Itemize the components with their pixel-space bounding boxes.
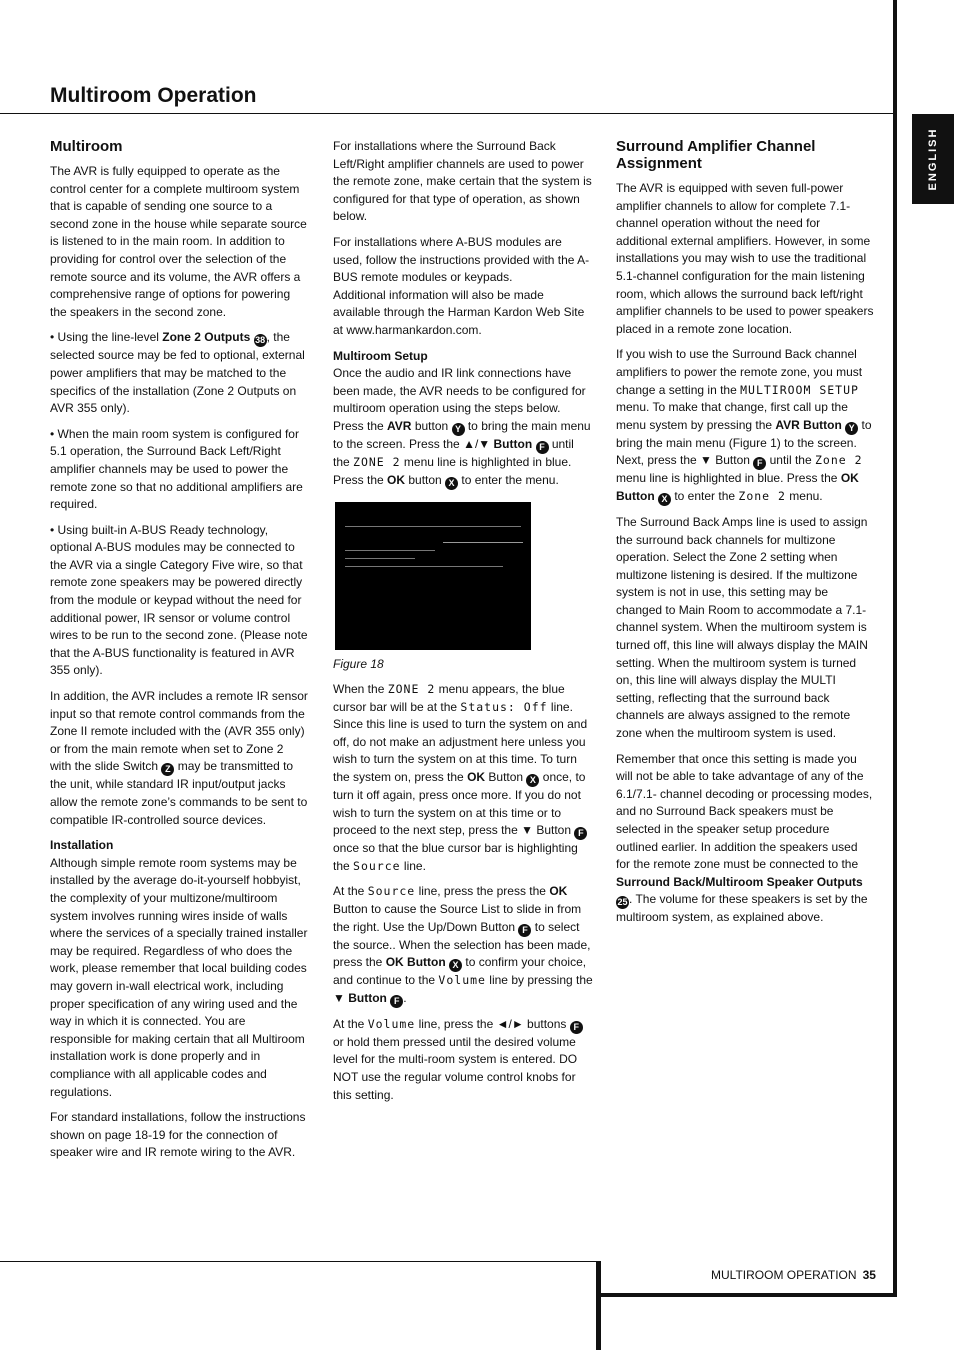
right-edge-bar: [893, 0, 897, 1296]
multiroom-setup-heading: Multiroom Setup: [333, 348, 428, 363]
updown-button-icon: F: [518, 924, 531, 937]
paragraph: Remember that once this setting is made you will not be able to take advantage of any of the 6.1/7.1- channel decoding or processing modes, and no Surround Back speakers must be selected in the speaker setup procedure outlined earlier. In addition the speakers used for the remote zone must be connected to the Surround Back/Multiroom Speaker Outputs 25 . The volume for these speakers is set by the multiroom system, as explained above.: [616, 751, 873, 925]
zone2-outputs-number-icon: 38: [255, 335, 266, 346]
paragraph: For standard installations, follow the instructions shown on page 18-19 for the connection of speaker wire and IR remote wiring to the AVR.: [50, 1110, 306, 1160]
paragraph: For installations where the Surround Back Left/Right amplifier channels are used to power the remote zone, make certain that the system is configured for that type of operation, as shown below.: [333, 139, 592, 224]
paragraph: If you wish to use the Surround Back channel amplifiers to power the remote zone, you must change a setting in the MULTIROOM SETUP menu. To make that change, first call up the menu system by pressing the AVR Button Y to bring the main menu (Figure 1) to the screen. Next, press the ▼ Button F until the Zone 2 menu line is highlighted in blue. Press the OK Button X to enter the Zone 2 menu.: [616, 347, 872, 504]
header-rule: [0, 113, 893, 114]
column-3: [616, 138, 874, 935]
menu-line: [443, 542, 523, 543]
surround-amp-heading: Surround Amplifier Channel Assignment: [616, 138, 816, 172]
footer-vertical-bar: [596, 1261, 601, 1350]
menu-line: [443, 566, 503, 567]
page-footer: [711, 1268, 876, 1282]
page-title: Multiroom Operation: [50, 84, 257, 107]
menu-line: [345, 558, 415, 559]
footer-rule: [0, 1261, 597, 1262]
updown-button-icon: F: [570, 1021, 583, 1034]
footer-horizontal-bar: [596, 1293, 897, 1297]
paragraph: The AVR is equipped with seven full-power amplifier channels to allow for complete 7.1-channel operation without the need for additional external amplifiers. However, in some installations you may wish to use the traditional 5.1-channel configuration for the main listening room, which allows the surround back left/right amplifier channels to be used to power speakers placed in a remote zone location.: [616, 181, 874, 336]
footer-section-name: MULTIROOM OPERATION: [711, 1268, 857, 1282]
ok-button-icon: X: [445, 477, 458, 490]
menu-line: [345, 550, 435, 551]
paragraph: • Using the line-level Zone 2 Outputs 38 , the selected source may be fed to optional, external power amplifiers that may be matched to the specifics of the installation (Zone 2 Outputs on AVR 355 only).: [50, 330, 305, 416]
multiroom-heading: Multiroom: [50, 138, 123, 155]
paragraph: For installations where A-BUS modules are used, follow the instructions provided with the A-BUS remote modules or keypads. Additional information will also be made available through the Harman Kardon Web Site at www.harmankardon.com.: [333, 234, 590, 337]
paragraph: When the ZONE 2 menu appears, the blue cursor bar will be at the Status: Off line. Since this line is used to turn the system on and off, do not make an adjustment here unless you wish to turn the system on at this time. To turn the system on, press the OK Button X once, to turn it off again, press once more. If you do not wish to turn the system on at this time or to proceed to the next step, press the ▼ Button F once so that the blue cursor bar is highlighting the Source line.: [333, 682, 588, 873]
updown-button-icon: F: [753, 457, 766, 470]
paragraph: The AVR is fully equipped to operate as the control center for a complete multiroom system that is capable of sending one source to a second zone in the house while separate source is listened to in the main room. In addition to providing for control over the selection of the remote source and its volume, the AVR offers a comprehensive range of options for powering the speakers in the second zone.: [50, 164, 307, 319]
paragraph: In addition, the AVR includes a remote IR sensor input so that remote control commands from the Zone II remote included with the (AVR 355 only) or from the main remote when set to Zone 2 with the slide Switch Z may be transmitted to the unit, while standard IR input/output jacks allow the remote zone’s commands to be sent to compatible IR-controlled source devices.: [50, 689, 308, 827]
ok-button-icon: X: [526, 774, 539, 787]
updown-button-icon: F: [536, 441, 549, 454]
ok-button-icon: X: [449, 959, 462, 972]
paragraph: The Surround Back Amps line is used to assign the surround back channels for multizone operation. Select the Zone 2 setting when multizone listening is desired. If the multizone system is not in use, this setting may be changed to Main Room to accommodate a 7.1-channel system. When the multiroom system is turned off, this line will always display the MAIN setting. When the multiroom system is turned on, this line will always display the MULTI setting, reflecting that the surround back channels are always assigned to the remote zone when the multiroom system is used.: [616, 514, 868, 741]
paragraph: • Using built-in A-BUS Ready technology, optional A-BUS modules may be connected to the AVR via a single Category Five wire, so that remote zone speakers may be powered directly from the module or keypad without the need for additional power, IR sensor or volume control wires to be run to the second zone. (Please note that the A-BUS functionality is featured in AVR 355 only).: [50, 522, 308, 678]
column-2: [333, 138, 593, 1112]
menu-line: [345, 526, 521, 527]
paragraph: At the Source line, press the press the OK Button to cause the Source List to slide in from the right. Use the Up/Down Button F to select the source.. When the selection has been made, press the OK Button X to confirm your choice, and continue to the Volume line by pressing the ▼ Button F .: [333, 884, 593, 1006]
menu-line: [345, 566, 455, 567]
paragraph: At the Volume line, press the ◄/► buttons F or hold them pressed until the desired volume level for the multi-room system is entered. DO NOT use the regular volume control knobs for this setting.: [333, 1016, 593, 1104]
language-tab-label: ENGLISH: [927, 127, 939, 191]
column-1: [50, 138, 308, 1170]
updown-button-icon: F: [574, 827, 587, 840]
avr-button-icon: Y: [452, 423, 465, 436]
paragraph: • When the main room system is configured for 5.1 operation, the Surround Back Left/Right amplifier channels may be used to power the remote zone so that no additional amplifiers are required.: [50, 426, 303, 512]
installation-heading: Installation: [50, 838, 114, 853]
figure-18-screen-image: [335, 502, 531, 650]
sb-outputs-number-icon: 25: [617, 897, 628, 908]
ok-button-icon: X: [658, 493, 671, 506]
paragraph: Multiroom Setup Once the audio and IR link connections have been made, the AVR needs to be configured for multiroom operation using the steps below. Press the AVR button Y to bring the main menu to the screen. Press the ▲/▼ Button F until the ZONE 2 menu line is highlighted in blue. Press the OK button X to enter the menu.: [333, 348, 593, 490]
paragraph: Installation Although simple remote room systems may be installed by the average do-it-yourself hobbyist, the complexity of your multizone/multiroom system involves running wires inside of walls where the services of a specially trained installer may be required. Regardless of who does the work, please remember that local building codes may govern in-wall electrical work, including proper specification of any wiring used and the way in which it is connected. You are responsible for making certain that all Multiroom installation work is done properly and in compliance with all applicable codes and regulations.: [50, 838, 308, 1099]
page-number: 35: [862, 1268, 876, 1282]
updown-button-icon: F: [390, 995, 403, 1008]
avr-button-icon: Y: [845, 422, 858, 435]
slide-switch-icon: Z: [161, 763, 174, 776]
figure-caption: Figure 18: [333, 656, 384, 671]
language-tab: [912, 114, 954, 204]
